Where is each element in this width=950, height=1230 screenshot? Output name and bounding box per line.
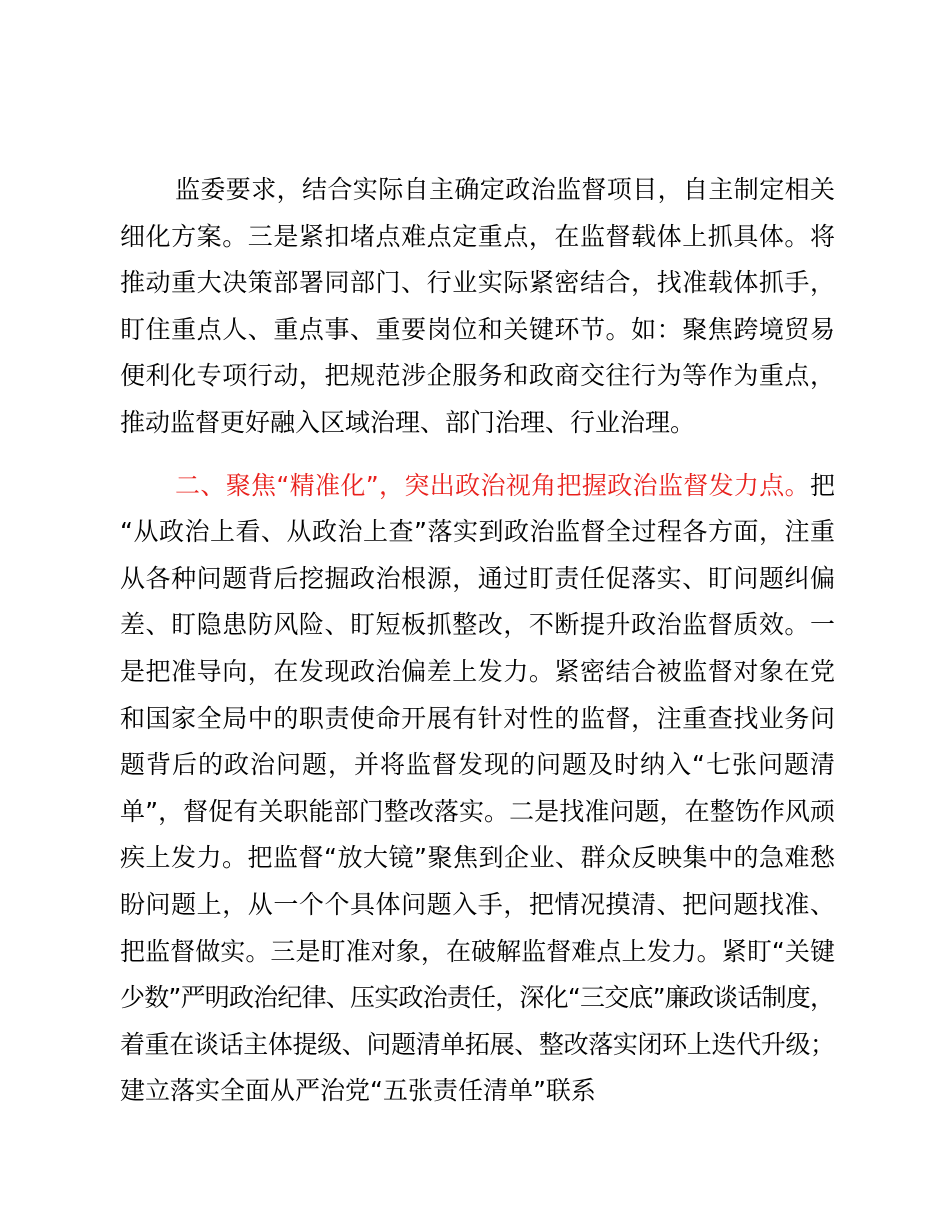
text-line [0,1069,950,1113]
line-text: 单”，督促有关职能部门整改落实。二是找准问题，在整饬作风顽 [120,796,836,826]
text-line [0,354,950,398]
text-line [0,401,950,445]
text-line [0,650,950,694]
text-line [0,215,950,259]
text-line [0,464,950,508]
section-heading: 二、聚焦“精准化”，突出政治视角把握政治监督发力点。 [175,470,810,500]
line-text: 和国家全局中的职责使命开展有针对性的监督，注重查找业务问 [120,703,836,733]
text-line [0,883,950,927]
line-text: 推动重大决策部署同部门、行业实际紧密结合，找准载体抓手， [120,268,836,298]
text-line [0,603,950,647]
line-text: 题背后的政治问题，并将监督发现的问题及时纳入“七张问题清 [120,750,836,780]
line-text: 推动监督更好融入区域治理、部门治理、行业治理。 [120,408,696,437]
line-text: “从政治上看、从政治上查”落实到政治监督全过程各方面，注重 [120,517,836,547]
line-text: 是把准导向，在发现政治偏差上发力。紧密结合被监督对象在党 [120,657,836,686]
text-line [0,836,950,880]
text-line [0,261,950,305]
text-line [0,308,950,352]
text-line [0,976,950,1020]
line-text: 盼问题上，从一个个具体问题入手，把情况摸清、把问题找准、 [120,890,836,919]
line-text: 监委要求，结合实际自主确定政治监督项目，自主制定相关 [175,175,836,204]
line-text: 盯住重点人、重点事、重要岗位和关键环节。如：聚焦跨境贸易 [120,314,836,344]
text-line [0,790,950,834]
text-line [0,1023,950,1067]
line-text: 建立落实全面从严治党“五张责任清单”联系 [120,1076,596,1106]
text-line [0,168,950,212]
line-text: 把监督做实。三是盯准对象，在破解监督难点上发力。紧盯“关键 [120,936,836,966]
line-text: 着重在谈话主体提级、问题清单拓展、整改落实闭环上迭代升级； [120,1029,835,1059]
line-text: 差、盯隐患防风险、盯短板抓整改，不断提升政治监督质效。一 [120,610,836,640]
line-text: 疾上发力。把监督“放大镜”聚焦到企业、群众反映集中的急难愁 [120,843,836,873]
text-line [0,930,950,974]
text-line [0,510,950,554]
line-text: 便利化专项行动，把规范涉企服务和政商交往行为等作为重点， [120,361,836,391]
line-text: 把 [809,470,836,500]
text-line [0,697,950,741]
text-line [0,743,950,787]
line-text: 从各种问题背后挖掘政治根源，通过盯责任促落实、盯问题纠偏 [120,563,836,593]
line-text: 少数”严明政治纪律、压实政治责任，深化“三交底”廉政谈话制度， [120,983,835,1013]
text-line [0,557,950,601]
line-text: 细化方案。三是紧扣堵点难点定重点，在监督载体上抓具体。将 [120,221,836,251]
